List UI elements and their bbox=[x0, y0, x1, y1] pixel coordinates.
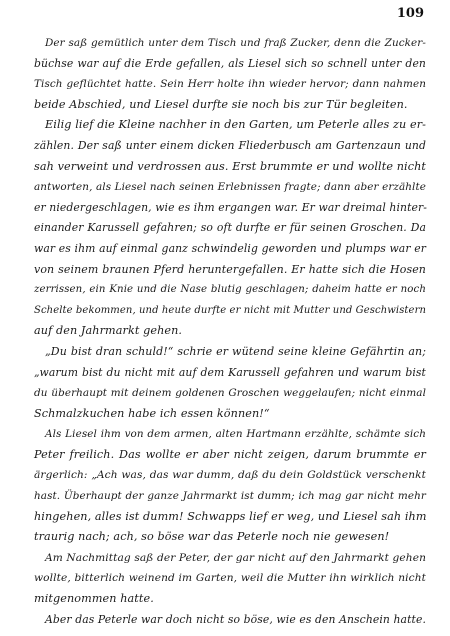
text-line: zählen. Der saß unter einem dicken Fliederbusch am Gartenzaun und bbox=[34, 138, 426, 152]
text-line: du überhaupt mit deinem goldenen Groschen weggelaufen; nicht einmal bbox=[34, 387, 426, 400]
text-line: ärgerlich: „Ach was, das war dumm, daß du dein Goldstück verschenkt bbox=[34, 469, 426, 482]
text-line: Am Nachmittag saß der Peter, der gar nicht auf den Jahrmarkt gehen bbox=[45, 551, 426, 564]
text-line: Aber das Peterle war doch nicht so böse, wie es den Anschein hatte. bbox=[45, 612, 426, 626]
text-line: hast. Überhaupt der ganze Jahrmarkt ist dumm; ich mag gar nicht mehr bbox=[34, 490, 426, 503]
text-line: war es ihm auf einmal ganz schwindelig geworden und plumps war er bbox=[34, 241, 426, 255]
paragraph bbox=[34, 115, 426, 342]
text-line: wollte, bitterlich weinend im Garten, weil die Mutter ihn wirklich nicht bbox=[34, 572, 426, 585]
text-line: Schelte bekommen, und heute durfte er nicht mit Mutter und Geschwistern bbox=[34, 304, 426, 316]
paragraph bbox=[34, 342, 426, 424]
text-line: Der saß gemütlich unter dem Tisch und fraß Zucker, denn die Zucker- bbox=[45, 37, 426, 49]
text-line: einander Karussell gefahren; so oft durfte er für seinen Groschen. Da bbox=[34, 221, 426, 235]
text-line: zerrissen, ein Knie und die Nase blutig geschlagen; daheim hatte er noch bbox=[34, 284, 426, 296]
page-number: 109 bbox=[396, 6, 424, 21]
text-line: Eilig lief die Kleine nachher in den Garten, um Peterle alles zu er- bbox=[45, 118, 427, 132]
paragraph bbox=[34, 33, 426, 115]
text-line: Schmalzkuchen habe ich essen können!“ bbox=[34, 406, 270, 420]
text-line: beide Abschied, und Liesel durfte sie noch bis zur Tür begleiten. bbox=[34, 97, 408, 111]
text-line: auf den Jahrmarkt gehen. bbox=[34, 324, 183, 338]
text-line: von seinem braunen Pferd heruntergefallen. Er hatte sich die Hosen bbox=[34, 262, 426, 276]
text-line: „Du bist dran schuld!“ schrie er wütend seine kleine Gefährtin an; bbox=[45, 344, 426, 358]
text-line: „warum bist du nicht mit auf dem Karussell gefahren und warum bist bbox=[34, 365, 426, 379]
text-line: er niedergeschlagen, wie es ihm ergangen war. Er war dreimal hinter- bbox=[34, 200, 428, 214]
text-line: antworten, als Liesel nach seinen Erlebnissen fragte; dann aber erzählte bbox=[34, 181, 426, 194]
text-line: Peter freilich. Das wollte er aber nicht zeigen, darum brummte er bbox=[34, 447, 426, 461]
text-line: sah verweint und verdrossen aus. Erst brummte er und wollte nicht bbox=[34, 159, 426, 173]
paragraph bbox=[34, 610, 426, 631]
page-text bbox=[34, 33, 426, 630]
text-line: Tisch geflüchtet hatte. Sein Herr holte ihn wieder hervor; dann nahmen bbox=[34, 78, 426, 91]
text-line: mitgenommen hatte. bbox=[34, 592, 154, 606]
paragraph bbox=[34, 548, 426, 610]
paragraph bbox=[34, 424, 426, 548]
text-line: Als Liesel ihm von dem armen, alten Hartmann erzählte, schämte sich bbox=[45, 428, 426, 441]
text-line: traurig nach; ach, so böse war das Peterle noch nie gewesen! bbox=[34, 530, 390, 544]
text-line: hingehen, alles ist dumm! Schwapps lief er weg, und Liesel sah ihm bbox=[34, 509, 427, 523]
text-line: büchse war auf die Erde gefallen, als Liesel sich so schnell unter den bbox=[34, 56, 426, 70]
